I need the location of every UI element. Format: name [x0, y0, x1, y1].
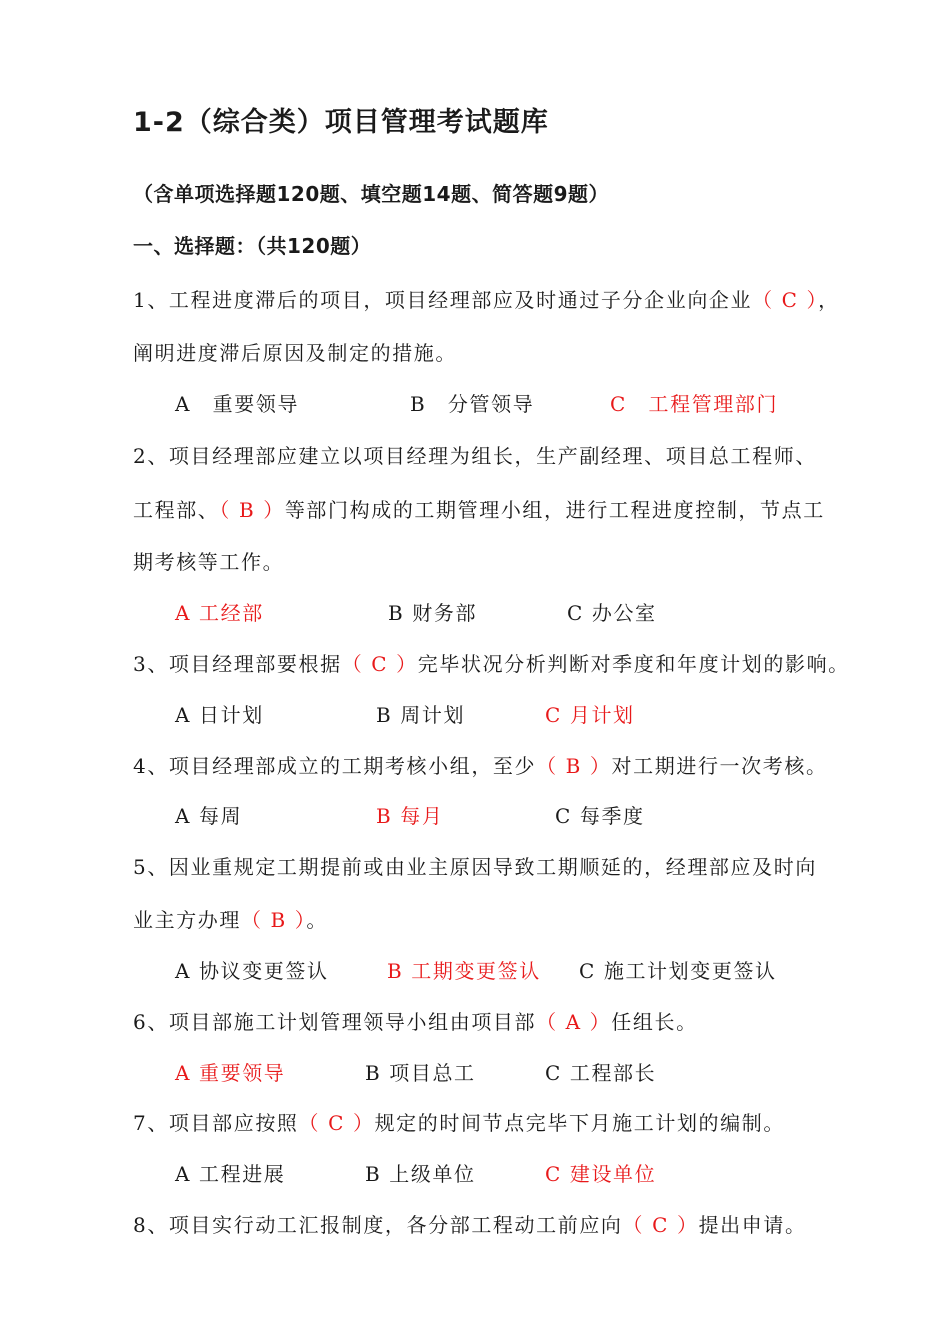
question-5-option-a: A 协议变更签认: [175, 959, 329, 983]
question-text: 8、项目实行动工汇报制度，各分部工程动工前应向: [133, 1213, 623, 1237]
question-5-line-2: [133, 904, 328, 933]
question-1-option-b: B 分管领导: [410, 392, 535, 416]
question-3-option-b: B 周计划: [376, 703, 466, 727]
answer-mark: （ B ）: [219, 498, 285, 522]
question-6-option-b: B 项目总工: [365, 1061, 476, 1085]
question-text: 4、项目经理部成立的工期考核小组，至少: [133, 754, 537, 778]
question-text: 提出申请。: [698, 1213, 807, 1237]
answer-mark: （ B ）: [536, 754, 612, 778]
question-5-option-c: C 施工计划变更签认: [579, 959, 777, 983]
question-3-option-c-correct: C 月计划: [545, 703, 635, 727]
question-4-line-1: [133, 750, 828, 779]
question-3-option-a: A 日计划: [175, 703, 264, 727]
question-text: 对工期进行一次考核。: [611, 754, 828, 778]
question-7-option-c-correct: C 建设单位: [545, 1162, 657, 1186]
answer-mark: （ C ）: [752, 288, 819, 312]
question-1-line-1: [133, 284, 840, 313]
question-5-option-b-correct: B 工期变更签认: [387, 959, 541, 983]
page-subtitle: （含单项选择题120题、填空题14题、简答题9题）: [133, 182, 609, 206]
question-6-line-1: [133, 1006, 698, 1035]
answer-mark: （ C ）: [298, 1111, 375, 1135]
question-1-option-c-correct: C 工程管理部门: [610, 392, 779, 416]
question-2-line-2: [133, 494, 825, 523]
question-text: 1、工程进度滞后的项目，项目经理部应及时通过子分企业向企业: [133, 288, 753, 312]
question-6-option-c: C 工程部长: [545, 1061, 657, 1085]
question-2-option-a-correct: A 工经部: [175, 601, 264, 625]
question-text: 工程部、: [133, 498, 220, 522]
question-text: 7、项目部应按照: [133, 1111, 299, 1135]
question-4-option-b-correct: B 每月: [376, 804, 444, 828]
question-2-option-b: B 财务部: [388, 601, 478, 625]
question-text: 等部门构成的工期管理小组，进行工程进度控制，节点工: [284, 498, 825, 522]
question-8-line-1: [133, 1209, 807, 1238]
answer-mark: （ A ）: [536, 1010, 612, 1034]
question-text: 完毕状况分析判断对季度和年度计划的影响。: [417, 652, 850, 676]
question-1-line-2: 阐明进度滞后原因及制定的措施。: [133, 341, 457, 365]
page-title: 1-2（综合类）项目管理考试题库: [133, 107, 549, 138]
question-1-option-a: A 重要领导: [175, 392, 300, 416]
question-text: 规定的时间节点完毕下月施工计划的编制。: [374, 1111, 785, 1135]
question-text: 业主方办理: [133, 908, 241, 932]
question-5-line-1: 5、因业重规定工期提前或由业主原因导致工期顺延的，经理部应及时向: [133, 855, 817, 879]
question-text: 6、项目部施工计划管理领导小组由项目部: [133, 1010, 537, 1034]
answer-mark: （ B ）: [241, 908, 307, 932]
question-text: ，: [818, 288, 840, 312]
question-7-option-a: A 工程进展: [175, 1162, 286, 1186]
question-7-option-b: B 上级单位: [365, 1162, 476, 1186]
question-2-option-c: C 办公室: [567, 601, 657, 625]
question-text: 。: [306, 908, 329, 932]
question-3-line-1: [133, 648, 850, 677]
question-6-option-a-correct: A 重要领导: [175, 1061, 286, 1085]
answer-mark: （ C ）: [622, 1213, 699, 1237]
question-2-line-3: 期考核等工作。: [133, 550, 285, 574]
question-text: 3、项目经理部要根据: [133, 652, 342, 676]
question-7-line-1: [133, 1107, 785, 1136]
question-4-option-a: A 每周: [175, 804, 243, 828]
question-2-line-1: 2、项目经理部应建立以项目经理为组长，生产副经理、项目总工程师、: [133, 444, 817, 468]
question-text: 任组长。: [611, 1010, 698, 1034]
answer-mark: （ C ）: [341, 652, 418, 676]
question-4-option-c: C 每季度: [555, 804, 645, 828]
section-heading: 一、选择题：（共120题）: [133, 234, 372, 258]
